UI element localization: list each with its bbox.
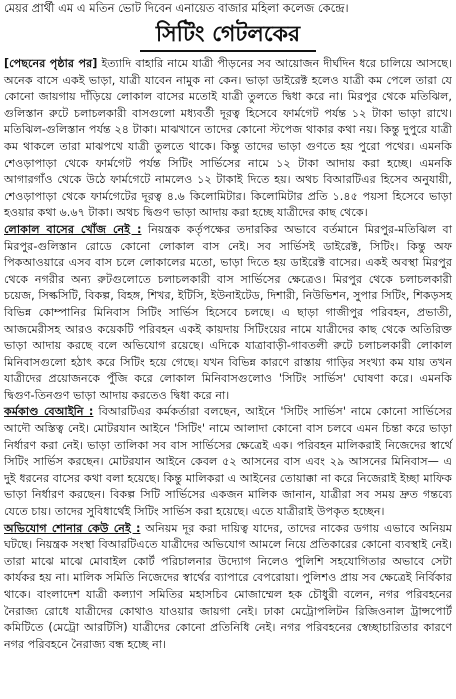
section-heading-illegal-activity: কর্মকাণ্ড বেআইনি : [4,405,94,419]
article-body [0,56,456,653]
section-lokal-bus [4,222,452,405]
intro-paragraph [4,56,452,222]
section-heading-lokal-bus: লোকাল বাসের খোঁজ নেই : [4,222,142,236]
section-heading-no-one-to-hear: অভিযোগ শোনার কেউ নেই : [4,521,141,535]
section-text-no-one-to-hear: অনিয়ম দূর করা দায়িত্ব যাদের, তাদের নাকের ডগায় এভাবে অনিয়ম ঘটছে। নিয়ন্ত্রক সংস্থা বিআরটিএতে যাত্রীদের অভিযোগ আমলে নিয়ে প্রতিকারের কোনো ব্যবস্থাই নেই। তারা মাঝে মাঝে মোবাইল কোর্ট পরিচালনার উদ্যোগ নিলেও পুলিশি সহযোগিতার অভাবে সেটা কার্যকর হয় না। মালিক সমিতি নিজেদের স্বার্থের ব্যাপারে বেপরোয়া। পুলিশও প্রায় সব ক্ষেত্রেই নির্বিকার থাকে। বাংলাদেশ যাত্রী কল্যাণ সমিতির মহাসচিব মোজাম্মেল হক চৌধুরী বলেন, নগর পরিবহনের নৈরাজ্য রোধে যাত্রীদের কোথাও যাওয়ার জায়গা নেই। ঢাকা মেট্রোপলিটন রিজিওনাল ট্রান্সপোর্ট কমিটিতে (মেট্রো আরটিসি) যাত্রীদের কোনো প্রতিনিধি নেই। নগর পরিবহনের স্বেচ্ছাচারিতার কারণে নগর পরিবহনে নৈরাজ্য বন্ধ হচ্ছে না। [4,521,453,651]
section-no-one-to-hear [4,521,452,654]
section-illegal-activity [4,404,452,520]
continuation-kicker: [পেছনের পৃষ্ঠার পর] [4,57,98,70]
intro-text: ইত্যাদি বাহারি নামে যাত্রী পীড়নের সব আয়োজন দীর্ঘদিন ধরে চালিয়ে আসছে। অনেক বাসে একই ভাড়া, যাত্রী যাবেন নামুক না কেন। ভাড়া ডাইরেক্ট হলেও যাত্রী কম পেলে তারা যে কোনো জায়গায় দাঁড়িয়ে লোকাল বাসের মতোই যাত্রী তুলতে দ্বিধা করে না। মিরপুর থেকে মতিঝিল, গুলিস্তান রুটে চলাচলকারী বাসগুলো মধ্যবর্তী দূরত্ব হিসেবে ফার্মগেট পর্যন্ত ১২ টাকা ভাড়া রাখে। মতিঝিল-গুলিস্তান পর্যন্ত ২৪ টাকা। মাঝখানে তাদের কোনো স্টপেজ থাকার কথা নয়। কিন্তু দুপুরে যাত্রী কম থাকলে তারা মাঝপথে যাত্রী তুলতে থাকে। কিন্তু তাদের ভাড়া গুণতে হয় পুরো পথের। এমনকি শেওড়াপাড়া থেকে ফার্মগেট পর্যন্ত সিটিং সার্ভিসের নামে ১২ টাকা আদায় করা হচ্ছে। এমনকি আগারগাঁও থেকে উঠে ফার্মগেটে নামলেও ১২ টাকাই দিতে হয়। অথচ বিআরটিএর হিসেব অনুযায়ী, শেওড়াপাড়া থেকে ফার্মগেটের দূরত্ব ৪.৬ কিলোমিটার। কিলোমিটার প্রতি ১.৪৫ পয়সা হিসেবে ভাড়া হওয়ার কথা ৬.৬৭ টাকা। অথচ দ্বিগুণ ভাড়া আদায় করা হচ্ছে যাত্রীদের কাছ থেকে। [4,57,452,220]
headline-block [140,20,316,52]
section-text-lokal-bus: নিয়ন্ত্রক কর্তৃপক্ষের তদারকির অভাবে বর্তমানে মিরপুর-মতিঝিল বা মিরপুর-গুলিস্তান রোডে কোনো লোকাল বাস নেই। সব সার্ভিসই ডাইরেক্ট, সিটিং। কিন্তু অফ পিকআওয়ারে এসব বাস চলে লোকালের মতো, ভাড়া দিতে হয় ডাইরেক্ট বাসের। একই অবস্থা মিরপুর থেকে নগরীর অন্য রুটগুলোতে চলাচলকারী বাস সার্ভিসের ক্ষেত্রেও। মিরপুর থেকে চলাচলকারী চয়েজ, সিল্কসিটি, বিকল্প, বিহঙ্গ, শিখর, ইটিসি, ইউনাইটেড, দিশারী, নিউভিশন, সুপার সিটিং, শিকড়সহ বিভিন্ন কোম্পানির মিনিবাস সিটিং সার্ভিস হিসেবে চলছে। এ ছাড়া গাজীপুর পরিবহন, প্রভাতী, আজমেরীসহ আরও কয়েকটি পরিবহন একই কায়দায় সিটিংয়ের নামে যাত্রীদের কাছ থেকে অতিরিক্ত ভাড়া আদায় করছে বলে অভিযোগ রয়েছে। এদিকে যাত্রাবাড়ী-গাবতলী রুটে চলাচলকারী লোকাল মিনিবাসগুলো হঠাৎ করে সিটিং হয়ে গেছে। যখন বিভিন্ন কারণে রাস্তায় গাড়ির সংখ্যা কম যায় তখন যাত্রীদের প্রয়োজনকে পুঁজি করে লোকাল মিনিবাসগুলোও 'সিটিং সার্ভিস' ঘোষণা করে। এমনকি দ্বিগুণ-তিনগুণ ভাড়া আদায় করতেও দ্বিধা করে না। [4,222,452,402]
previous-article-tail-line: মেয়র প্রার্থী এম এ মতিন ভোট দিবেন এনায়েত বাজার মহিলা কলেজ কেন্দ্রে। [4,1,349,15]
headline: সিটিং গেটলকের [155,22,301,47]
section-text-illegal-activity: বিআরটিএর কর্মকর্তারা বলছেন, আইনে 'সিটিং সার্ভিস' নামে কোনো সার্ভিসের আদৌ অস্তিত্ব নেই। মোটরযান আইনে 'সিটিং' নামে আলাদা কোনো বাস চলবে এমন চিন্তা করে ভাড়া নির্ধারণ করা নেই। ভাড়া তালিকা সব বাস সার্ভিসের ক্ষেত্রেই এক। পরিবহন মালিকরাই নিজেদের স্বার্থে সিটিং সার্ভিস করছেন। মোটরযান আইনে কেবল ৫২ আসনের বাস এবং ২৯ আসনের মিনিবাস— এ দুই ধরনের বাসের কথা বলা হয়েছে। কিন্তু মালিকরা এ আইনের তোয়াক্কা না করে নিজেরাই ইচ্ছা মাফিক ভাড়া নির্ধারণ করছেন। বিকল্প সিটি সার্ভিসের একজন মালিক জানান, যাত্রীরা সব সময় দ্রুত গন্তব্যে যেতে চায়। তাদের সুবিধার্থেই সিটিং সার্ভিস করা হয়েছে। এতে যাত্রীরাই উপকৃত হচ্ছেন। [4,405,452,519]
